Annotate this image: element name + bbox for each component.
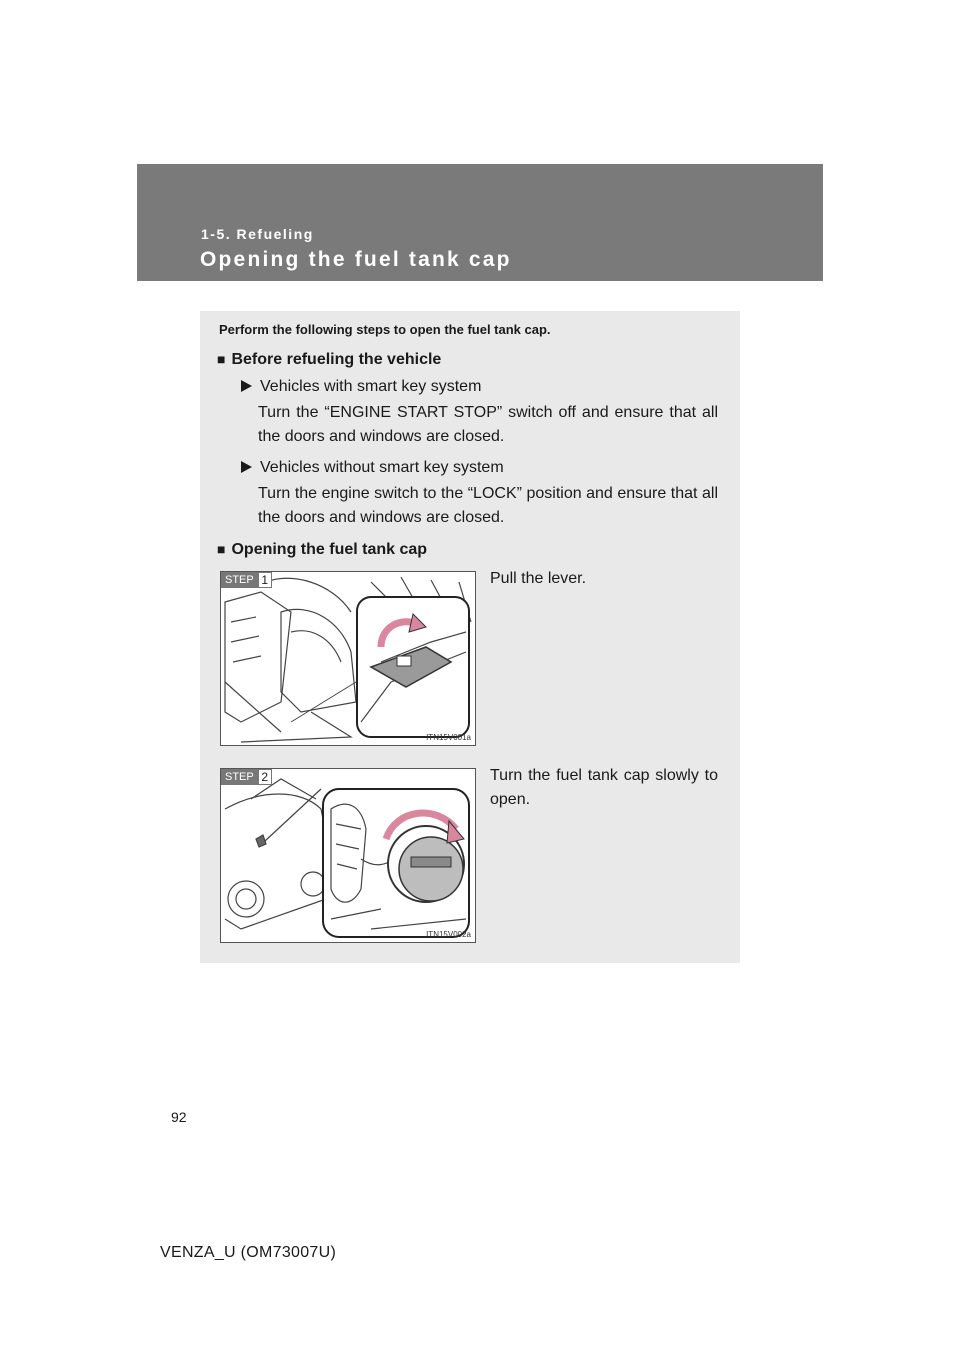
figure-code: ITN15V001a	[426, 733, 471, 742]
step-badge: STEP 2	[221, 769, 272, 785]
square-bullet-icon: ■	[217, 541, 226, 557]
opening-cap-heading: ■ Opening the fuel tank cap	[217, 541, 428, 558]
square-bullet-icon: ■	[217, 351, 226, 367]
before-refueling-heading: ■ Before refueling the vehicle	[217, 351, 442, 368]
no-smart-key-instructions: Turn the engine switch to the “LOCK” position and ensure that all the doors and windows are closed.	[258, 485, 718, 526]
step2-figure	[220, 768, 476, 943]
triangle-bullet-icon	[241, 380, 252, 392]
step-badge: STEP 1	[221, 572, 272, 588]
bullet-no-smart-key: Vehicles without smart key system	[241, 459, 504, 477]
figure-code: ITN15V002a	[426, 930, 471, 939]
triangle-bullet-icon	[241, 461, 252, 473]
section-label: 1-5. Refueling	[201, 226, 314, 242]
step2-text: Turn the fuel tank cap slowly to open.	[490, 767, 718, 808]
document-code: VENZA_U (OM73007U)	[160, 1244, 337, 1261]
page-number: 92	[171, 1109, 187, 1125]
step1-text: Pull the lever.	[490, 570, 587, 587]
content-box	[200, 311, 740, 963]
step1-figure	[220, 571, 476, 746]
fuel-cap-illustration	[221, 769, 475, 942]
intro-text: Perform the following steps to open the fuel tank cap.	[219, 322, 551, 337]
page-title: Opening the fuel tank cap	[200, 248, 512, 271]
smart-key-instructions: Turn the “ENGINE START STOP” switch off and ensure that all the doors and windows are closed.	[258, 404, 718, 445]
bullet-smart-key: Vehicles with smart key system	[241, 378, 481, 396]
chapter-header	[137, 164, 823, 281]
fuel-lever-illustration	[221, 572, 475, 745]
